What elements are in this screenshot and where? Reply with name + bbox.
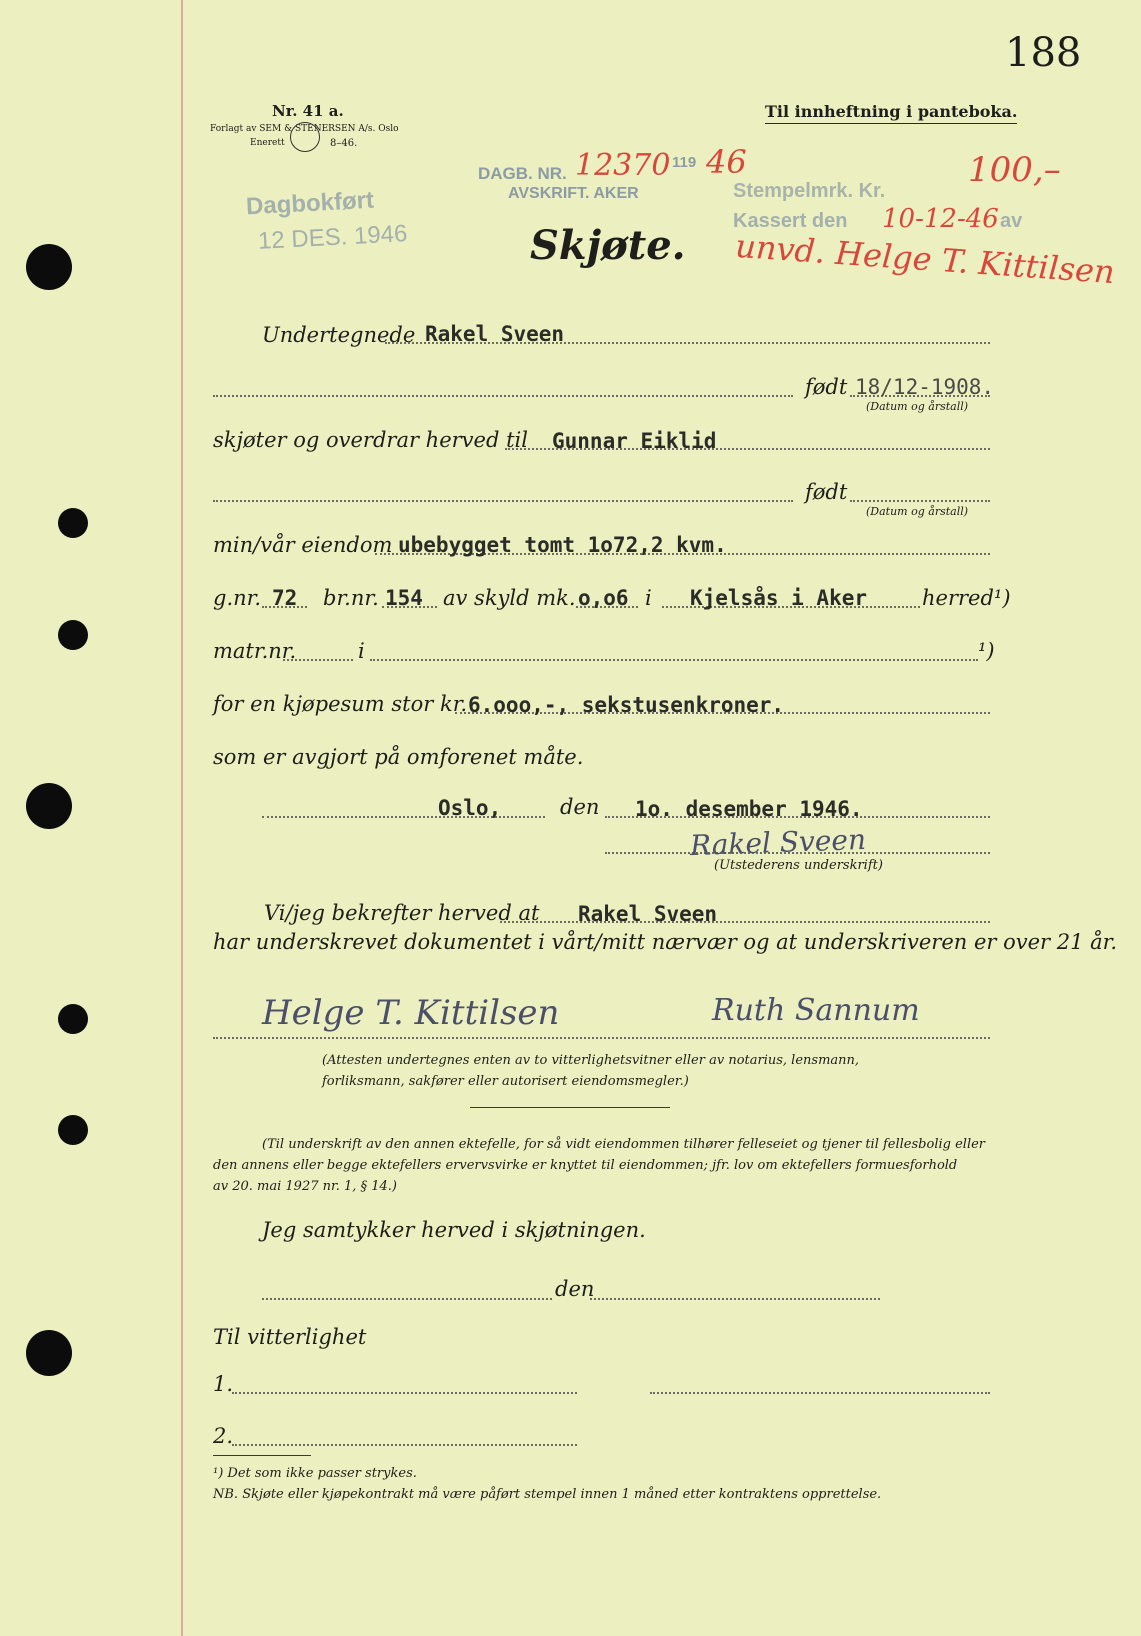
skyld-value: o,o6	[578, 586, 629, 610]
separator	[470, 1107, 670, 1108]
datum-hint: (Datum og årstall)	[866, 400, 969, 413]
kassert-date: 10-12-46	[882, 204, 999, 234]
form-number: Nr. 41 a.	[272, 102, 344, 120]
brnr-value: 154	[385, 586, 423, 610]
gnr-label: g.nr.	[213, 586, 262, 610]
binder-hole	[58, 1004, 88, 1034]
dagb-number: 12370	[575, 148, 671, 183]
attest-line2: har underskrevet dokumentet i vårt/mitt nærvær og at underskriveren er over 21 år.	[213, 930, 1118, 954]
margin-line	[181, 0, 183, 1636]
attest-value: Rakel Sveen	[578, 902, 718, 926]
attest-label: Vi/jeg bekrefter herved at	[264, 901, 540, 925]
stempel-signature: unvd. Helge T. Kittilsen	[734, 226, 1116, 292]
footnote-1: ¹) Det som ikke passer strykes.	[213, 1466, 417, 1481]
fodt-value: 18/12-1908.	[855, 375, 995, 399]
place-value: Oslo,	[438, 796, 502, 820]
skyld-label: av skyld mk.	[443, 586, 576, 610]
witness-2-label: 2.	[213, 1424, 234, 1448]
consent-line-2	[590, 1298, 880, 1300]
kjopesum-value: 6.ooo,-, sekstusenkroner.	[468, 693, 785, 717]
avgjort-text: som er avgjort på omforenet måte.	[213, 745, 584, 769]
eiendom-value: ubebygget tomt 1o72,2 kvm.	[398, 533, 727, 557]
page-number: 188	[1005, 30, 1082, 76]
spouse-note-1: (Til underskrift av den annen ektefelle, for så vidt eiendommen tilhører felleseiet og tjener til fellesbolig eller	[262, 1137, 986, 1152]
dagb-suffix: 119	[672, 154, 697, 171]
witness-signature-2: Ruth Sannum	[712, 993, 920, 1028]
fodt-line-left	[213, 395, 793, 397]
kassert-label: Kassert den	[733, 210, 848, 232]
matr-line	[283, 659, 353, 661]
binder-hole	[58, 620, 88, 650]
stempel-amount: 100,–	[968, 150, 1061, 190]
witness-1-label: 1.	[213, 1372, 234, 1396]
attest-signature-line	[213, 1037, 990, 1039]
publisher-line: Forlagt av SEM & STENERSEN A/s. Oslo	[210, 124, 399, 134]
binder-hole	[58, 508, 88, 538]
matr-label: matr.nr.	[213, 639, 297, 663]
witness-2-line	[232, 1444, 577, 1446]
place-line	[262, 816, 545, 818]
consent-line	[262, 1298, 552, 1300]
datum-hint2: (Datum og årstall)	[866, 505, 969, 518]
brnr-label: br.nr.	[323, 586, 379, 610]
binder-hole	[26, 244, 72, 290]
publisher-date: 8–46.	[330, 138, 358, 149]
undertegnede-value: Rakel Sveen	[425, 322, 565, 346]
dagbokfort-stamp: Dagbokført	[245, 186, 375, 221]
matr-end: ¹)	[978, 639, 995, 663]
binder-hole	[58, 1115, 88, 1145]
gnr-value: 72	[272, 586, 298, 610]
herred-label: herred¹)	[922, 586, 1011, 610]
issuer-signature: Rakel Sveen	[689, 822, 867, 863]
fodt2-label: født	[805, 480, 848, 504]
witness-1-line-b	[650, 1392, 990, 1394]
stempel-label: Stempelmrk. Kr.	[733, 180, 886, 202]
matr-i: i	[358, 639, 365, 663]
fodt2-line-right	[850, 500, 990, 502]
vitterlighet-label: Til vitterlighet	[213, 1325, 367, 1349]
herred-value: Kjelsås i Aker	[690, 586, 868, 610]
fodt-label: født	[805, 375, 848, 399]
attest-line	[500, 921, 990, 923]
avskrift-label: AVSKRIFT. AKER	[508, 185, 639, 202]
witness-1-line	[232, 1392, 577, 1394]
date-value: 1o. desember 1946.	[635, 797, 863, 821]
skyld-i: i	[645, 586, 652, 610]
binder-hole	[26, 1330, 72, 1376]
header-binding-note: Til innheftning i panteboka.	[765, 102, 1017, 124]
footnote-2: NB. Skjøte eller kjøpekontrakt må være påført stempel innen 1 måned etter kontraktens opprettelse.	[213, 1487, 882, 1502]
undertegnede-label: Undertegnede	[262, 323, 416, 347]
issuer-hint: (Utstederens underskrift)	[714, 858, 883, 873]
publisher-enerett: Enerett	[250, 138, 285, 148]
consent-text: Jeg samtykker herved i skjøtningen.	[262, 1218, 646, 1242]
attest-note-1: (Attesten undertegnes enten av to vitterlighetsvitner eller av notarius, lensmann,	[322, 1053, 860, 1068]
binder-hole	[26, 783, 72, 829]
witness-signature-1: Helge T. Kittilsen	[262, 993, 560, 1033]
matr-line2	[370, 659, 978, 661]
kjopesum-label: for en kjøpesum stor kr.	[213, 692, 468, 716]
skjoter-label: skjøter og overdrar herved til	[213, 428, 528, 452]
fodt2-line-left	[213, 500, 793, 502]
kassert-av: av	[1000, 210, 1023, 232]
attest-note-2: forliksmann, sakfører eller autorisert eiendomsmegler.)	[322, 1074, 689, 1089]
spouse-note-2: den annens eller begge ektefellers ervervsvirke er knyttet til eiendommen; jfr. lov om ektefellers formuesforhold	[213, 1158, 958, 1173]
spouse-note-3: av 20. mai 1927 nr. 1, § 14.)	[213, 1179, 397, 1194]
dagb-label: DAGB. NR.	[478, 164, 567, 183]
consent-den: den	[555, 1277, 595, 1301]
dagbokfort-date: 12 DES. 1946	[257, 220, 409, 255]
eiendom-label: min/vår eiendom	[213, 533, 393, 557]
footnote-rule	[213, 1455, 311, 1456]
publisher-logo-icon	[290, 122, 320, 152]
dagb-year: 46	[706, 143, 747, 181]
skjoter-value: Gunnar Eiklid	[552, 429, 717, 453]
den-label: den	[560, 795, 600, 819]
page-title: Skjøte.	[530, 222, 686, 269]
